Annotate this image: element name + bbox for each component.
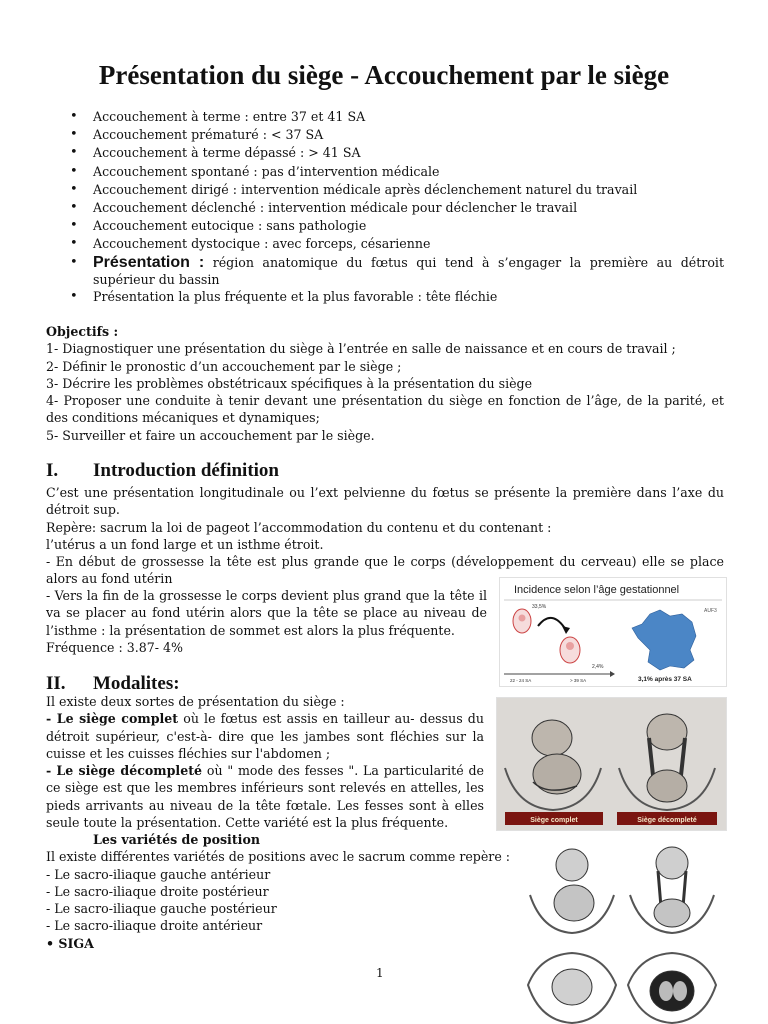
variete-item: - Le sacro-iliaque droite antérieur xyxy=(46,918,263,934)
position-drawing-bottom-right xyxy=(628,953,716,1023)
paragraph: Repère: sacrum la loi de pageot l’accommodation du contenu et du contenant : xyxy=(46,519,552,535)
list-item: • Accouchement spontané : pas d’intervention médicale xyxy=(70,163,724,181)
axis-arrow-icon xyxy=(610,671,615,677)
definitions-list xyxy=(70,108,724,306)
paragraph-siege-decomplete xyxy=(46,762,484,831)
term-siege-decomplete: - Le siège décompleté xyxy=(46,763,203,779)
paragraph: C’est une présentation longitudinale ou l’ext pelvienne du fœtus se présente la première dans l’axe du détroit sup. xyxy=(46,485,724,518)
paragraph: Il existe différentes variétés de positions avec le sacrum comme repère : xyxy=(46,849,511,865)
definition-siege-decomplete: où " mode des fesses ". La particularité de ce siège est que les membres inférieurs sont relevés en attelles, les pieds arrivants au niveau de la tête fœtale. Les fesses sont à elles seule toute la présentation. Cette variété est la plus fréquente. xyxy=(46,763,484,831)
fetus-early-icon xyxy=(519,615,526,622)
paragraph: - Vers la fin de la grossesse le corps devient plus grand que la tête il va se placer au fond utérin alors que la tête se place au niveau de l’isthme : la présentation de sommet est alors la plus fréquente. xyxy=(46,588,487,638)
list-item: • Accouchement dirigé : intervention médicale après déclenchement naturel du travail xyxy=(70,181,724,199)
section-heading-introduction xyxy=(46,460,279,482)
label-early: 22 - 24 SA xyxy=(510,678,532,683)
list-item: • Accouchement déclenché : intervention médicale pour déclencher le travail xyxy=(70,199,724,217)
variete-item: - Le sacro-iliaque gauche antérieur xyxy=(46,866,271,882)
positions-figure xyxy=(520,835,725,1024)
variete-item: - Le sacro-iliaque droite postérieur xyxy=(46,883,269,899)
paragraph: Il existe deux sortes de présentation du siège : xyxy=(46,694,345,709)
page-title: Présentation du siège - Accouchement par le siège xyxy=(98,60,670,90)
definition-siege-complet: où le fœtus est assis en tailleur au- dessus du détroit supérieur, c'est-à- dire que les jambes sont fléchies sur la cuisse et les cuisses fléchies sur l'abdomen ; xyxy=(46,711,484,761)
list-item: • Accouchement à terme : entre 37 et 41 SA xyxy=(70,108,724,126)
paragraph-siege-complet xyxy=(46,710,484,762)
paragraph: - En début de grossesse la tête est plus grande que le corps (développement du cerveau) elle se place alors au fond utérin xyxy=(46,554,724,587)
figure-background xyxy=(497,698,726,830)
siege-types-illustration xyxy=(497,698,726,830)
section-number: II. xyxy=(46,673,66,694)
modalites-text xyxy=(46,693,484,831)
presentation-term: Présentation : xyxy=(93,253,205,271)
incidence-figure xyxy=(499,577,727,687)
objectives-heading: Objectifs : xyxy=(46,324,119,339)
varietes-section xyxy=(46,831,526,952)
objective-item: 5- Surveiller et faire un accouchement par le siège. xyxy=(46,427,375,443)
list-item-presentation xyxy=(70,254,724,288)
introduction-bottom xyxy=(46,587,487,656)
pct-early: 33,5% xyxy=(532,604,547,610)
term-siege-complet: - Le siège complet xyxy=(46,711,179,727)
list-item: • Présentation la plus fréquente et la plus favorable : tête fléchie xyxy=(70,288,724,306)
france-map-icon xyxy=(632,610,696,670)
section-title: Modalites: xyxy=(93,673,180,694)
list-item: • Accouchement prématuré : < 37 SA xyxy=(70,126,724,144)
objectives-section xyxy=(46,323,724,444)
variete-item: - Le sacro-iliaque gauche postérieur xyxy=(46,901,277,917)
paragraph: Fréquence : 3.87- 4% xyxy=(46,639,183,655)
figure-tag: AUF3 xyxy=(704,608,717,614)
position-drawing-bottom-left xyxy=(528,953,616,1023)
fetus-late-icon xyxy=(566,642,574,650)
incidence-illustration xyxy=(500,578,726,686)
caption-siege-decomplete: Siège décompleté xyxy=(637,817,697,824)
siege-types-figure xyxy=(496,697,727,831)
pct-late: 2,4% xyxy=(592,664,604,670)
positions-illustration xyxy=(520,835,725,1024)
list-item: • Accouchement à terme dépassé : > 41 SA xyxy=(70,144,724,162)
paragraph: l’utérus a un fond large et un isthme étroit. xyxy=(46,536,324,552)
objective-item: 4- Proposer une conduite à tenir devant une présentation du siège en fonction de l’âge, de la parité, et des conditions mécaniques et dynamiques; xyxy=(46,393,724,426)
presentation-definition: région anatomique du fœtus qui tend à s’engager la première au détroit supérieur du bassin xyxy=(93,254,725,287)
figure-caption: 3,1% après 37 SA xyxy=(638,676,692,683)
label-late: > 39 SA xyxy=(570,678,587,683)
list-item: • Accouchement eutocique : sans pathologie xyxy=(70,217,724,235)
siga-label: • SIGA xyxy=(46,935,94,951)
position-drawing-top-right xyxy=(630,847,714,933)
list-item: • Accouchement dystocique : avec forceps, césarienne xyxy=(70,235,724,253)
curved-arrow-icon xyxy=(538,618,566,630)
section-heading-modalites xyxy=(46,673,180,695)
section-number: I. xyxy=(46,460,59,481)
objective-item: 3- Décrire les problèmes obstétricaux spécifiques à la présentation du siège xyxy=(46,375,533,391)
page-number: 1 xyxy=(376,966,384,980)
introduction-top xyxy=(46,484,724,588)
objective-item: 1- Diagnostiquer une présentation du siège à l’entrée en salle de naissance et en cours de travail ; xyxy=(46,341,676,357)
position-drawing-top-left xyxy=(530,849,614,933)
arrow-head-icon xyxy=(562,626,570,634)
varietes-heading: Les variétés de position xyxy=(93,832,260,847)
caption-siege-complet: Siège complet xyxy=(530,817,578,824)
section-title: Introduction définition xyxy=(93,460,279,481)
figure-title: Incidence selon l’âge gestationnel xyxy=(514,584,680,596)
objective-item: 2- Définir le pronostic d’un accouchement par le siège ; xyxy=(46,358,402,374)
